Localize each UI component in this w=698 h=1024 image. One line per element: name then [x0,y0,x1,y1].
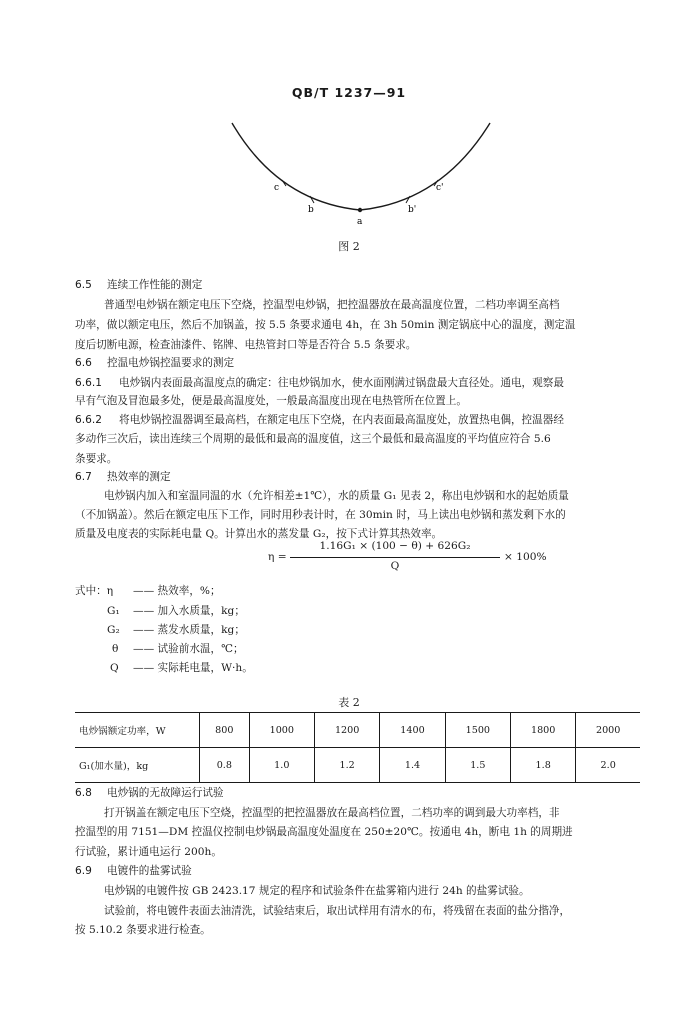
paragraph-line: 试验前，将电镀件表面去油清洗，试验结束后，取出试样用有清水的布，将残留在表面的盐分揩净， [104,905,571,917]
paragraph-line: 条要求。 [75,453,118,465]
section-title: 电炒锅的无故障运行试验 [107,787,224,799]
table-row-power [75,713,640,748]
tick-b-left [310,196,314,203]
table-row-water [75,748,640,783]
formula-legend-row [107,623,245,637]
figure-2-curve [200,118,500,228]
table-cell: 1500 [445,713,510,748]
row-header: 电炒锅额定功率，W [79,726,166,737]
paragraph-line: 控温型的用 7151—DM 控温仪控制电炒锅最高温度处温度在 250±20℃。按通电 4h，断电 1h 的周期进 [75,826,573,838]
figure-caption: 图 2 [338,240,360,253]
table-cell: 0.8 [200,748,250,783]
paragraph-line: 电炒锅内加入和室温同温的水（允许相差±1℃），水的质量 G₁ 见表 2，称出电炒锅和水的起始质量 [104,490,569,502]
label-c-left: c [274,183,280,193]
row-header: G₁(加水量)，kg [75,748,200,783]
paragraph-line: 多动作三次后，读出连续三个周期的最低和最高的温度值，这三个最低和最高温度的平均值应符合 5.6 [75,433,551,445]
efficiency-formula [268,540,598,580]
paragraph-line: 普通型电炒锅在额定电压下空烧，控温型电炒锅，把控温器放在最高温度位置，二档功率调至高档 [104,299,560,311]
formula-legend-row [75,584,221,598]
legend-description: —— 试验前水温，℃； [133,643,244,655]
section-title: 连续工作性能的测定 [107,279,203,291]
section-number: 6.7 [75,471,92,483]
legend-description: —— 实际耗电量，W·h。 [133,662,253,674]
paragraph-line: 行试验，累计通电运行 200h。 [75,846,222,858]
paragraph-line: 度后切断电源，检查油漆件、铭牌、电热管封口等是否符合 5.5 条要求。 [75,339,417,351]
label-a: a [357,217,363,227]
table-cell: 1000 [249,713,314,748]
section-number: 6.6.2 [75,414,102,426]
table-cell: 800 [200,713,250,748]
formula-legend-row [110,661,253,675]
section-number: 6.6 [75,357,92,369]
section-6-7-heading [75,470,171,484]
formula-legend-row [112,642,244,656]
standard-code-header: QB/T 1237—91 [291,85,407,100]
paragraph-line: （不加锅盖）。然后在额定电压下工作，同时用秒表计时，在 30min 时，马上读出电炒锅和蒸发剩下水的 [75,509,566,521]
tick-b-right [406,196,410,203]
formula-denominator: Q [390,560,400,572]
pan-profile-curve [232,123,490,210]
formula-suffix: × 100% [504,551,547,563]
table-cell: 1200 [314,713,379,748]
legend-symbol: G₂ [107,624,120,636]
formula-legend-row [107,604,245,618]
table-cell: 2000 [576,713,640,748]
paragraph-line: 按 5.10.2 条要求进行检查。 [75,924,211,936]
section-title: 热效率的测定 [107,471,171,483]
legend-description: —— 蒸发水质量，kg； [133,624,245,636]
legend-symbol: G₁ [107,605,120,617]
table-cell: 1800 [511,713,576,748]
table-cell: 2.0 [576,748,640,783]
section-number: 6.8 [75,787,92,799]
section-number: 6.9 [75,865,92,877]
legend-description: —— 加入水质量，kg； [133,605,245,617]
legend-symbol: θ [112,643,119,655]
table-cell: 1.5 [445,748,510,783]
legend-symbol: 式中：η [75,585,114,597]
section-6-6-1-line [75,376,564,390]
section-title: 电镀件的盐雾试验 [107,865,192,877]
paragraph-line: 质量及电度表的实际耗电量 Q。计算出水的蒸发量 G₂，按下式计算其热效率。 [75,528,443,540]
paragraph-line: 早有气泡及冒泡最多处，便是最高温度处，一般最高温度出现在电热管所在位置上。 [75,395,467,407]
table-cell: 1.8 [511,748,576,783]
paragraph-text: 电炒锅内表面最高温度点的确定：往电炒锅加水，使水面刚满过锅盘最大直径处。通电，观察最 [119,377,564,389]
table-cell: 1.0 [249,748,314,783]
table-cell: 1.4 [380,748,445,783]
label-c-right: c' [436,183,444,193]
point-a-marker [358,208,362,212]
legend-symbol: Q [110,662,119,674]
table-cell: 1400 [380,713,445,748]
label-b-left: b [308,205,314,215]
fraction-bar [290,557,500,558]
legend-description: —— 热效率，%； [133,585,221,597]
formula-numerator: 1.16G₁ × (100 − θ) + 626G₂ [319,540,471,552]
section-6-8-heading [75,786,224,800]
table-cell: 1.2 [314,748,379,783]
section-6-9-heading [75,864,192,878]
section-title: 控温电炒锅控温要求的测定 [107,357,235,369]
section-number: 6.5 [75,279,92,291]
formula-lhs: η = [268,551,287,563]
section-6-5-heading [75,278,202,292]
paragraph-line: 功率，做以额定电压，然后不加锅盖，按 5.5 条要求通电 4h，在 3h 50min 测定锅底中心的温度，测定温 [75,319,576,331]
section-6-6-heading [75,356,234,370]
table-2-title: 表 2 [338,696,360,709]
section-6-6-2-line [75,413,564,427]
label-b-right: b' [408,205,417,215]
section-number: 6.6.1 [75,377,102,389]
paragraph-text: 将电炒锅控温器调至最高档，在额定电压下空烧，在内表面最高温度处，放置热电偶，控温器经 [119,414,564,426]
table-2 [75,712,640,783]
paragraph-line: 打开锅盖在额定电压下空烧，控温型的把控温器放在最高档位置，二档功率的调到最大功率档，非 [104,807,560,819]
paragraph-line: 电炒锅的电镀件按 GB 2423.17 规定的程序和试验条件在盐雾箱内进行 24h 的盐雾试验。 [104,885,530,897]
